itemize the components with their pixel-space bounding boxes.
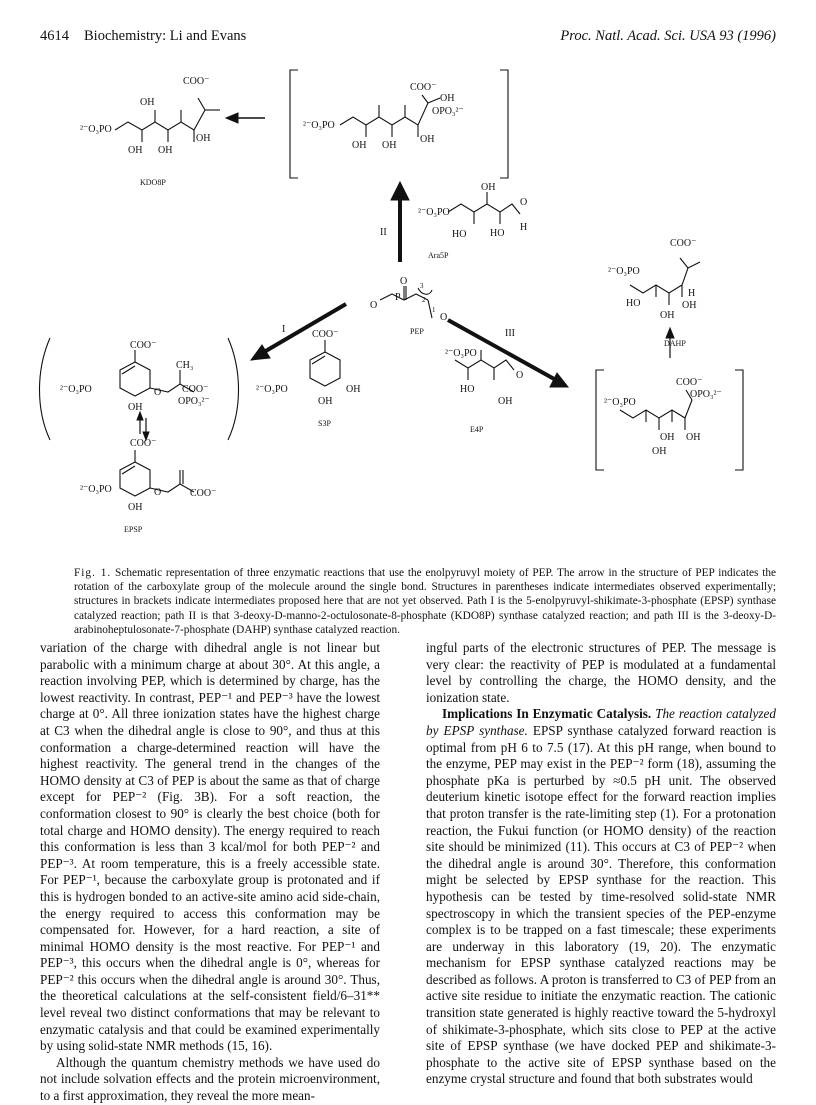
section-heading: Implications In Enzymatic Catalysis. [442,706,652,722]
s3p-oh-1: OH [346,384,361,395]
int2-oh-3: OH [352,140,367,151]
int2-opo3: OPO₃²⁻ [432,106,464,117]
right-paragraph-2-text: EPSP synthase catalyzed forward reaction is optimal from pH 6 to 7.5 (17). At this pH range, when bound to the enzyme, PEP may exist in the PEP⁻² form (18), assuming the phosphate pKa is perturbed by ≈0.5 pH unit. The observed deuterium kinetic isotope effect for the forward reaction implies that proton transfer is the rate-limiting step (1). For a protonation reaction, the Fukui function (or HOMO density) of the reaction site should be minimized (11). This occurs at C3 of PEP⁻² when the dihedral angle is around 30°. Therefore, this conformation might be selected by EPSP synthase for the reaction. This hypothesis can be tested by time-resolved solid-state NMR spectroscopy in which the transient species of the PEP-enzyme complex is to be trapped on a fast timescale; these experiments are underway in this laboratory (19, 20). The enzymatic mechanism for EPSP synthase catalyzed reactions may be described as follows. A proton is transferred to C3 of PEP from an active site residue to initiate the enzymatic reaction. The cationic transition state generated is highly reactive toward the 5-hydroxyl of shikimate-3-phosphate, which sits close to PEP at the active site of EPSP synthase (we have docked PEP and shikimate-3-phosphate to the active site of EPSP synthase based on the enzyme crystal structure and found that both substrates would [426,722,777,1087]
dahp-oh: OH [682,300,697,311]
s3p-phosphate: ²⁻O₃PO [256,384,288,395]
int3-phosphate: ²⁻O₃PO [604,397,636,408]
int1-phosphate: ²⁻O₃PO [60,384,92,395]
epsp-coo: COO⁻ [130,438,157,449]
pep-p: P [395,292,401,303]
right-column [426,640,776,1088]
int2-phosphate: ²⁻O₃PO [303,120,335,131]
epsp-oh: OH [128,502,143,513]
caption-label: Fig. 1. [74,567,112,579]
kdo8p-phosphate: ²⁻O₃PO [80,124,112,135]
left-paragraph-2: Although the quantum chemistry methods we have used do not include solvation effects and the protein microenvironment, to a first approximation, they reveal the more mean- [40,1054,380,1104]
label-epsp: EPSP [124,525,143,534]
right-paragraph-2 [426,706,776,1088]
int1-oh: OH [128,402,143,413]
page-number: 4614 [40,28,69,44]
int2-oh-2: OH [420,134,435,145]
s3p-oh-2: OH [318,396,333,407]
pep-c3: 3 [420,282,424,290]
int1-o: O [154,387,162,398]
ara5p-ho-2: HO [490,228,505,239]
kdo8p-oh-3: OH [128,145,143,156]
epsp-coo-2: COO⁻ [190,488,217,499]
pep-o-top: O [400,276,408,287]
e4p-ho: HO [460,384,475,395]
pep-o-left: O [370,300,378,311]
int3-oh-2: OH [660,432,675,443]
pep-c1: 1 [432,306,436,314]
ara5p-oh-1: OH [481,182,496,193]
ara5p-ho: HO [452,229,467,240]
int1-coo-2: COO⁻ [182,384,209,395]
kdo8p-oh-4: OH [158,145,173,156]
ara5p-h: H [520,222,528,233]
path-label-ii: II [380,227,387,238]
epsp-phosphate: ²⁻O₃PO [80,484,112,495]
right-paragraph-1: ingful parts of the electronic structures of PEP. The message is very clear: the reactivity of PEP is modulated at a fundamental level by controlling the charge, the HOMO density, and the ionization state. [426,640,776,705]
dahp-h: H [688,288,696,299]
label-kdo8p: KDO8P [140,178,166,187]
int2-oh: OH [440,93,455,104]
epsp-o: O [154,487,162,498]
kdo8p-coo: COO⁻ [183,76,210,87]
e4p-oh: OH [498,396,513,407]
int2-oh-4: OH [382,140,397,151]
e4p-phosphate: ²⁻O₃PO [445,348,477,359]
label-s3p: S3P [318,419,331,428]
int1-ch3: CH₃ [176,360,194,371]
subsection-heading: The reaction catalyzed by EPSP synthase. [426,706,776,738]
left-column [40,640,380,1105]
left-paragraph-1: variation of the charge with dihedral angle is not linear but parabolic with a minimum charge at about 30°. At this angle, a reaction involving PEP, which is determined by charge, has the lowest reactivity. In contrast, PEP⁻¹ and PEP⁻³ have the lowest charge at 0°. All three ionization states have the highest charge at C3 when the dihedral angle is close to 90°, and thus at this conformation a charge-determined reaction will have the highest reactivity. The general trend in the changes of the HOMO density at C3 of PEP is about the same as that of charge except for PEP⁻² (Fig. 3B). For a soft reaction, the conformation closest to 90° is clearly the best choice (both for total charge and HOMO density). The energy required to reach this conformation is less than 3 kcal/mol for both PEP⁻² and PEP⁻³. At room temperature, this is a freely accessible state. For PEP⁻¹, because the carboxylate group is protonated and if this is hydrogen bonded to an active-site amino acid side-chain, the energy required to access this conformation may be compensated for. However, for a hard reaction, a site of minimal HOMO density is the most reactive. For PEP⁻¹ and PEP⁻³, this occurs when the dihedral angle is 0°, whereas for PEP⁻² this occurs when the dihedral angle is around 30°. Thus, the theoretical calculations at the self-consistent field/6–31** level reveal two distinct conformations that may be relevant to enzymatic catalysis and that could be examined experimentally by using solid-state NMR methods (15, 16). [40,640,380,1054]
pep-c2: 2 [422,296,426,304]
int3-oh-3: OH [652,446,667,457]
pep-o-carb: O [440,312,448,323]
path-label-i: I [282,324,286,335]
int1-opo3: OPO₃²⁻ [178,396,210,407]
caption-text: Schematic representation of three enzymatic reactions that use the enolpyruvyl moiety of PEP. The arrow in the structure of PEP indicates the rotation of the carboxylate group of the molecule around the single bond. Structures in parentheses indicate intermediates observed experimentally; structures in brackets indicate intermediates proposed here that are not yet observed. Path I is the 5-enolpyruvyl-shikimate-3-phosphate (EPSP) synthase catalyzed reaction; path II is that 3-deoxy-D-manno-2-octulosonate-8-phosphate (KDO8P) synthase catalyzed reaction; and path III is the 3-deoxy-D-arabinoheptulosonate-7-phosphate (DAHP) synthase catalyzed reaction. [74,567,776,636]
ara5p-o: O [520,197,528,208]
int3-coo: COO⁻ [676,377,703,388]
kdo8p-oh-2: OH [196,133,211,144]
dahp-coo: COO⁻ [670,238,697,249]
ara5p-phosphate: ²⁻O₃PO [418,207,450,218]
dahp-phosphate: ²⁻O₃PO [608,266,640,277]
figure-caption [74,566,776,637]
dahp-oh-2: OH [660,310,675,321]
path-label-iii: III [505,328,515,339]
int2-coo: COO⁻ [410,82,437,93]
int3-oh-1: OH [686,432,701,443]
label-pep: PEP [410,327,424,336]
s3p-coo: COO⁻ [312,329,339,340]
label-ara5p: Ara5P [428,251,449,260]
journal-citation: Proc. Natl. Acad. Sci. USA 93 (1996) [560,28,776,44]
int3-opo3: OPO₃²⁻ [690,389,722,400]
label-dahp: DAHP [664,339,686,348]
kdo8p-oh-1: OH [140,97,155,108]
running-title: Biochemistry: Li and Evans [84,28,247,44]
int1-coo: COO⁻ [130,340,157,351]
label-e4p: E4P [470,425,484,434]
e4p-o: O [516,370,524,381]
dahp-ho: HO [626,298,641,309]
